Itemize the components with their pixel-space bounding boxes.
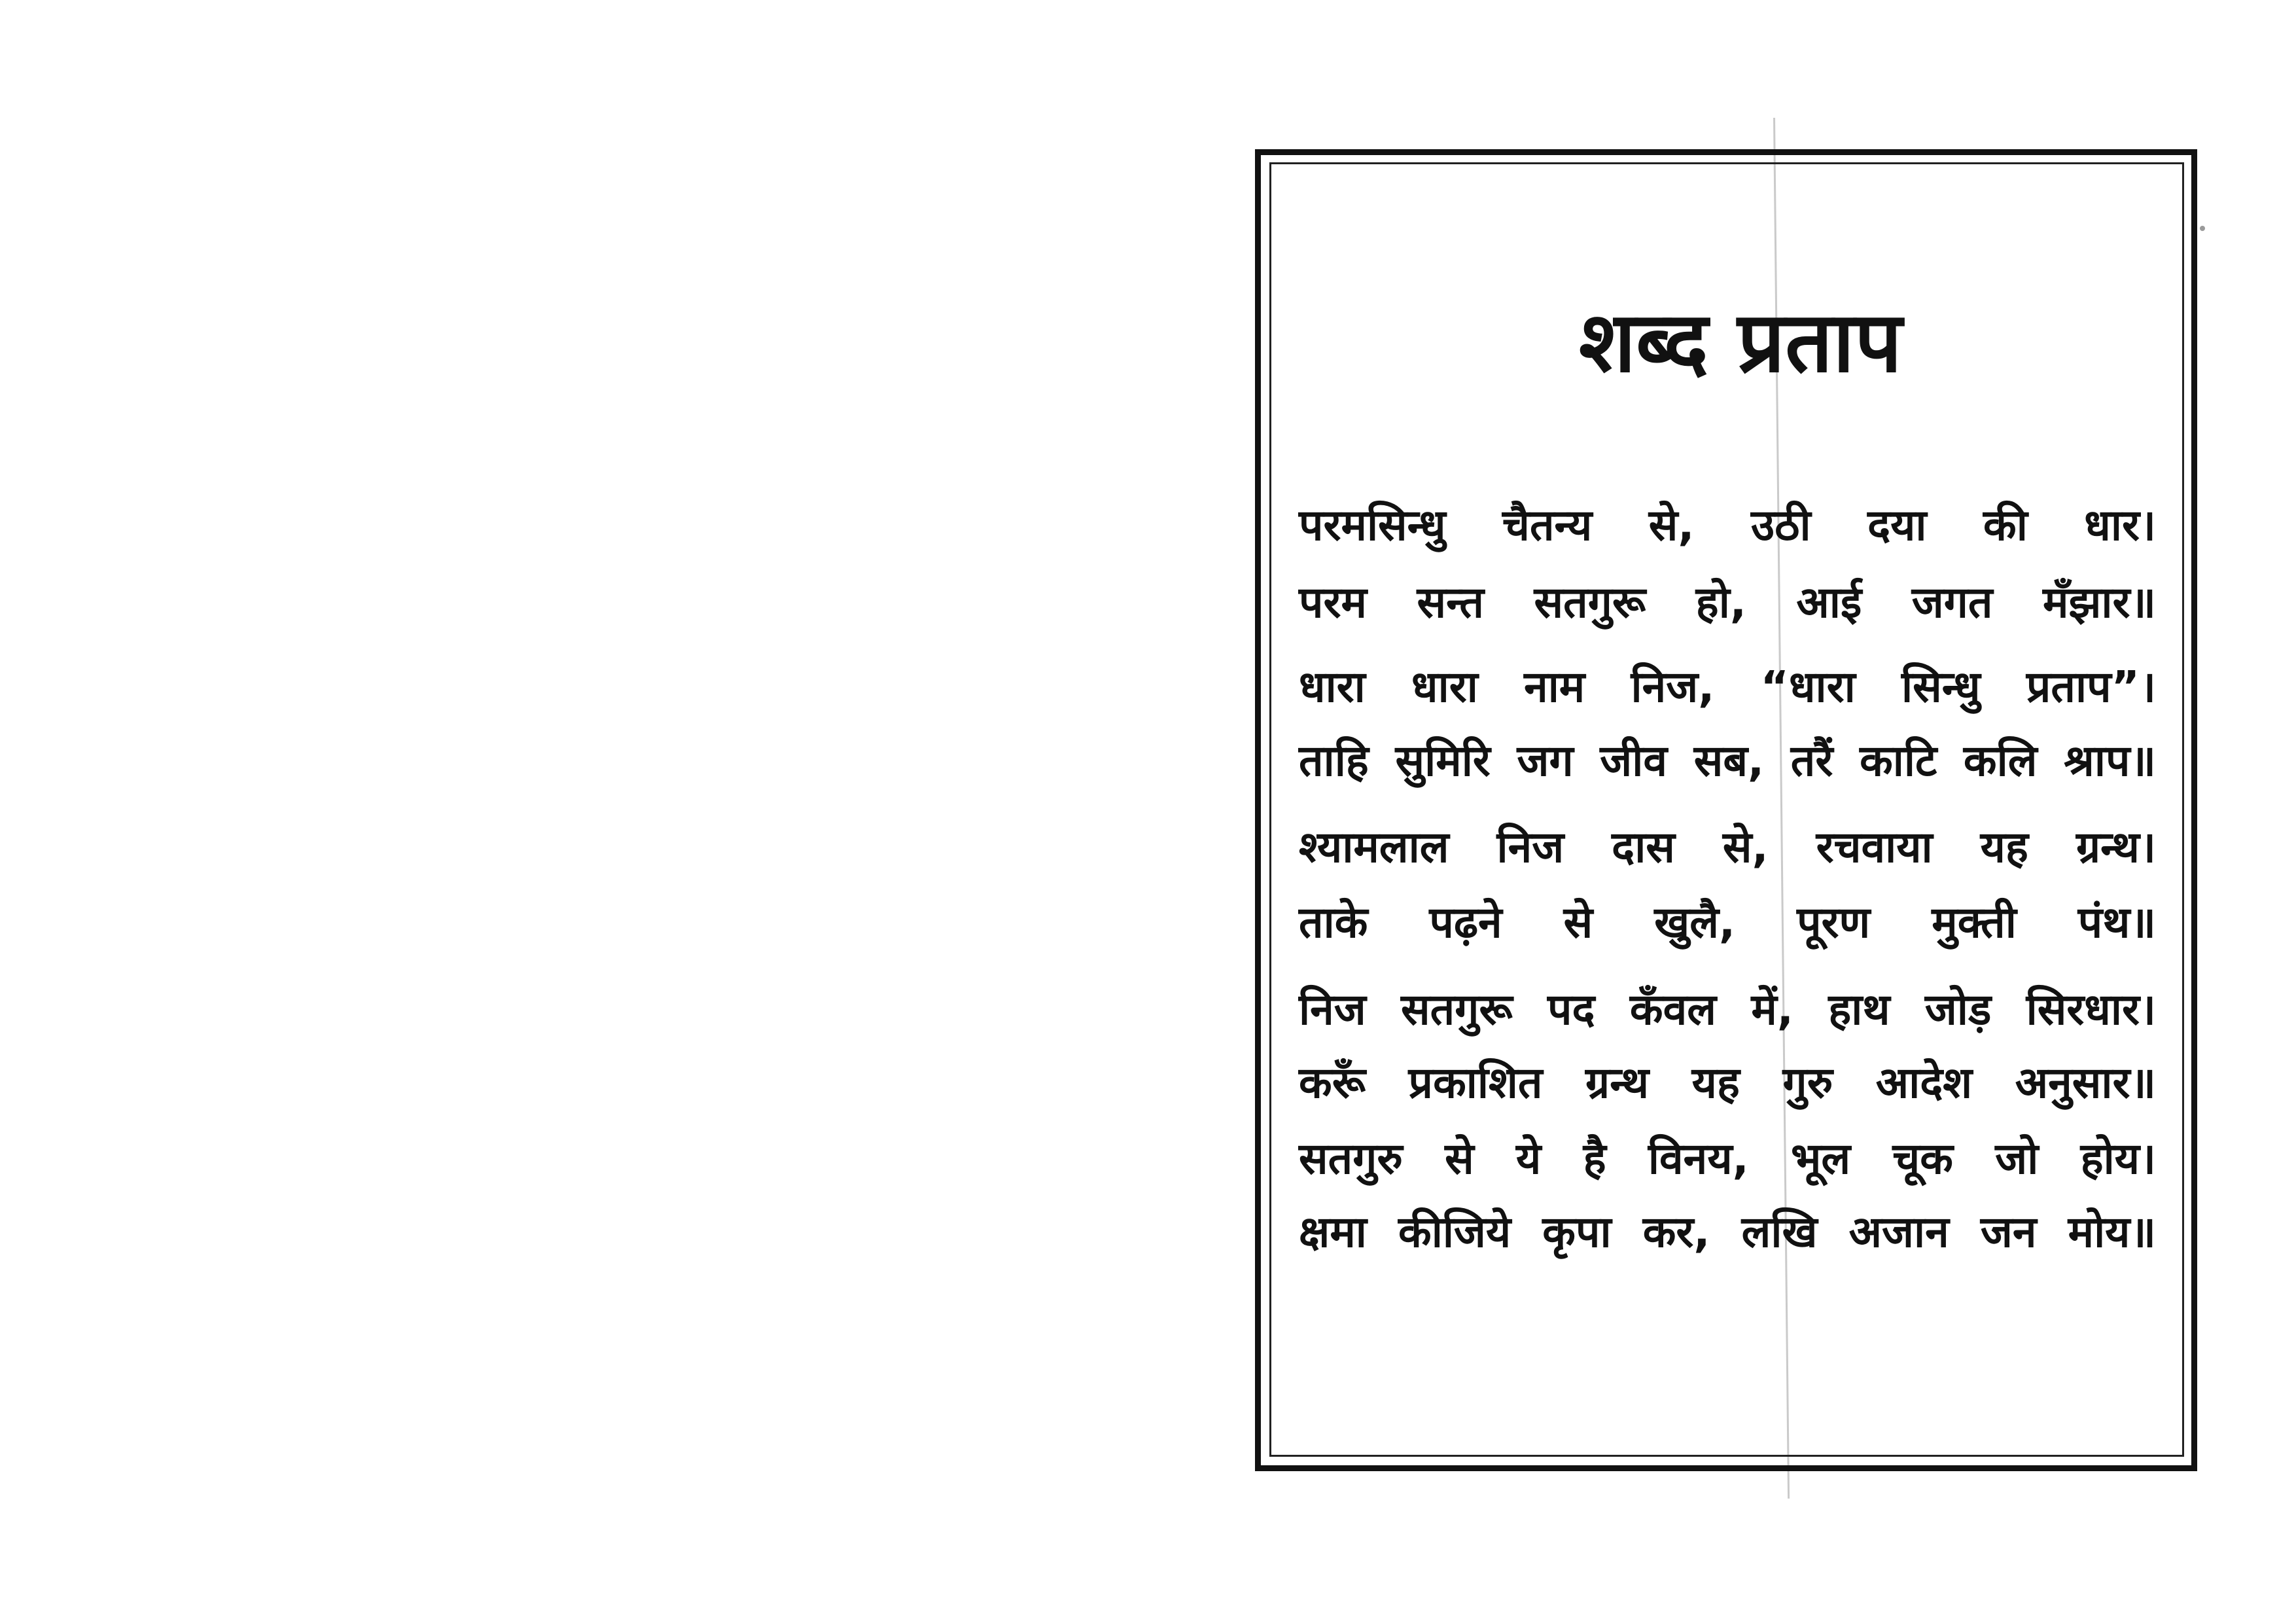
verse-line-7: निज सतगुरू पद कँवल में, हाथ जोड़ सिरधार। — [1299, 984, 2156, 1035]
page-title: शब्द प्रताप — [1579, 294, 1902, 391]
verse-line-5: श्यामलाल निज दास से, रचवाया यह ग्रन्थ। — [1299, 822, 2156, 872]
verse-line-9: सतगुरु से ये है विनय, भूल चूक जो होय। — [1299, 1133, 2156, 1184]
verse-line-10: क्षमा कीजिये कृपा कर, लखि अजान जन मोय॥ — [1299, 1207, 2156, 1257]
scan-speck — [2200, 226, 2205, 231]
verse-line-8: करूँ प्रकाशित ग्रन्थ यह गुरु आदेश अनुसार॥ — [1299, 1058, 2156, 1108]
verse-line-4: ताहि सुमिरि जग जीव सब, तरैं काटि कलि श्राप॥ — [1299, 736, 2156, 786]
verse-line-3: धारा धारा नाम निज, “धारा सिन्धु प्रताप”। — [1299, 662, 2156, 712]
verse-line-6: ताके पढ़ने से खुलै, पूरण मुक्ती पंथ॥ — [1299, 897, 2156, 948]
verse-line-2: परम सन्त सतगुरू हो, आई जगत मँझार॥ — [1299, 577, 2156, 628]
verse-line-1: परमसिन्धु चैतन्य से, उठी दया की धार। — [1299, 500, 2156, 550]
